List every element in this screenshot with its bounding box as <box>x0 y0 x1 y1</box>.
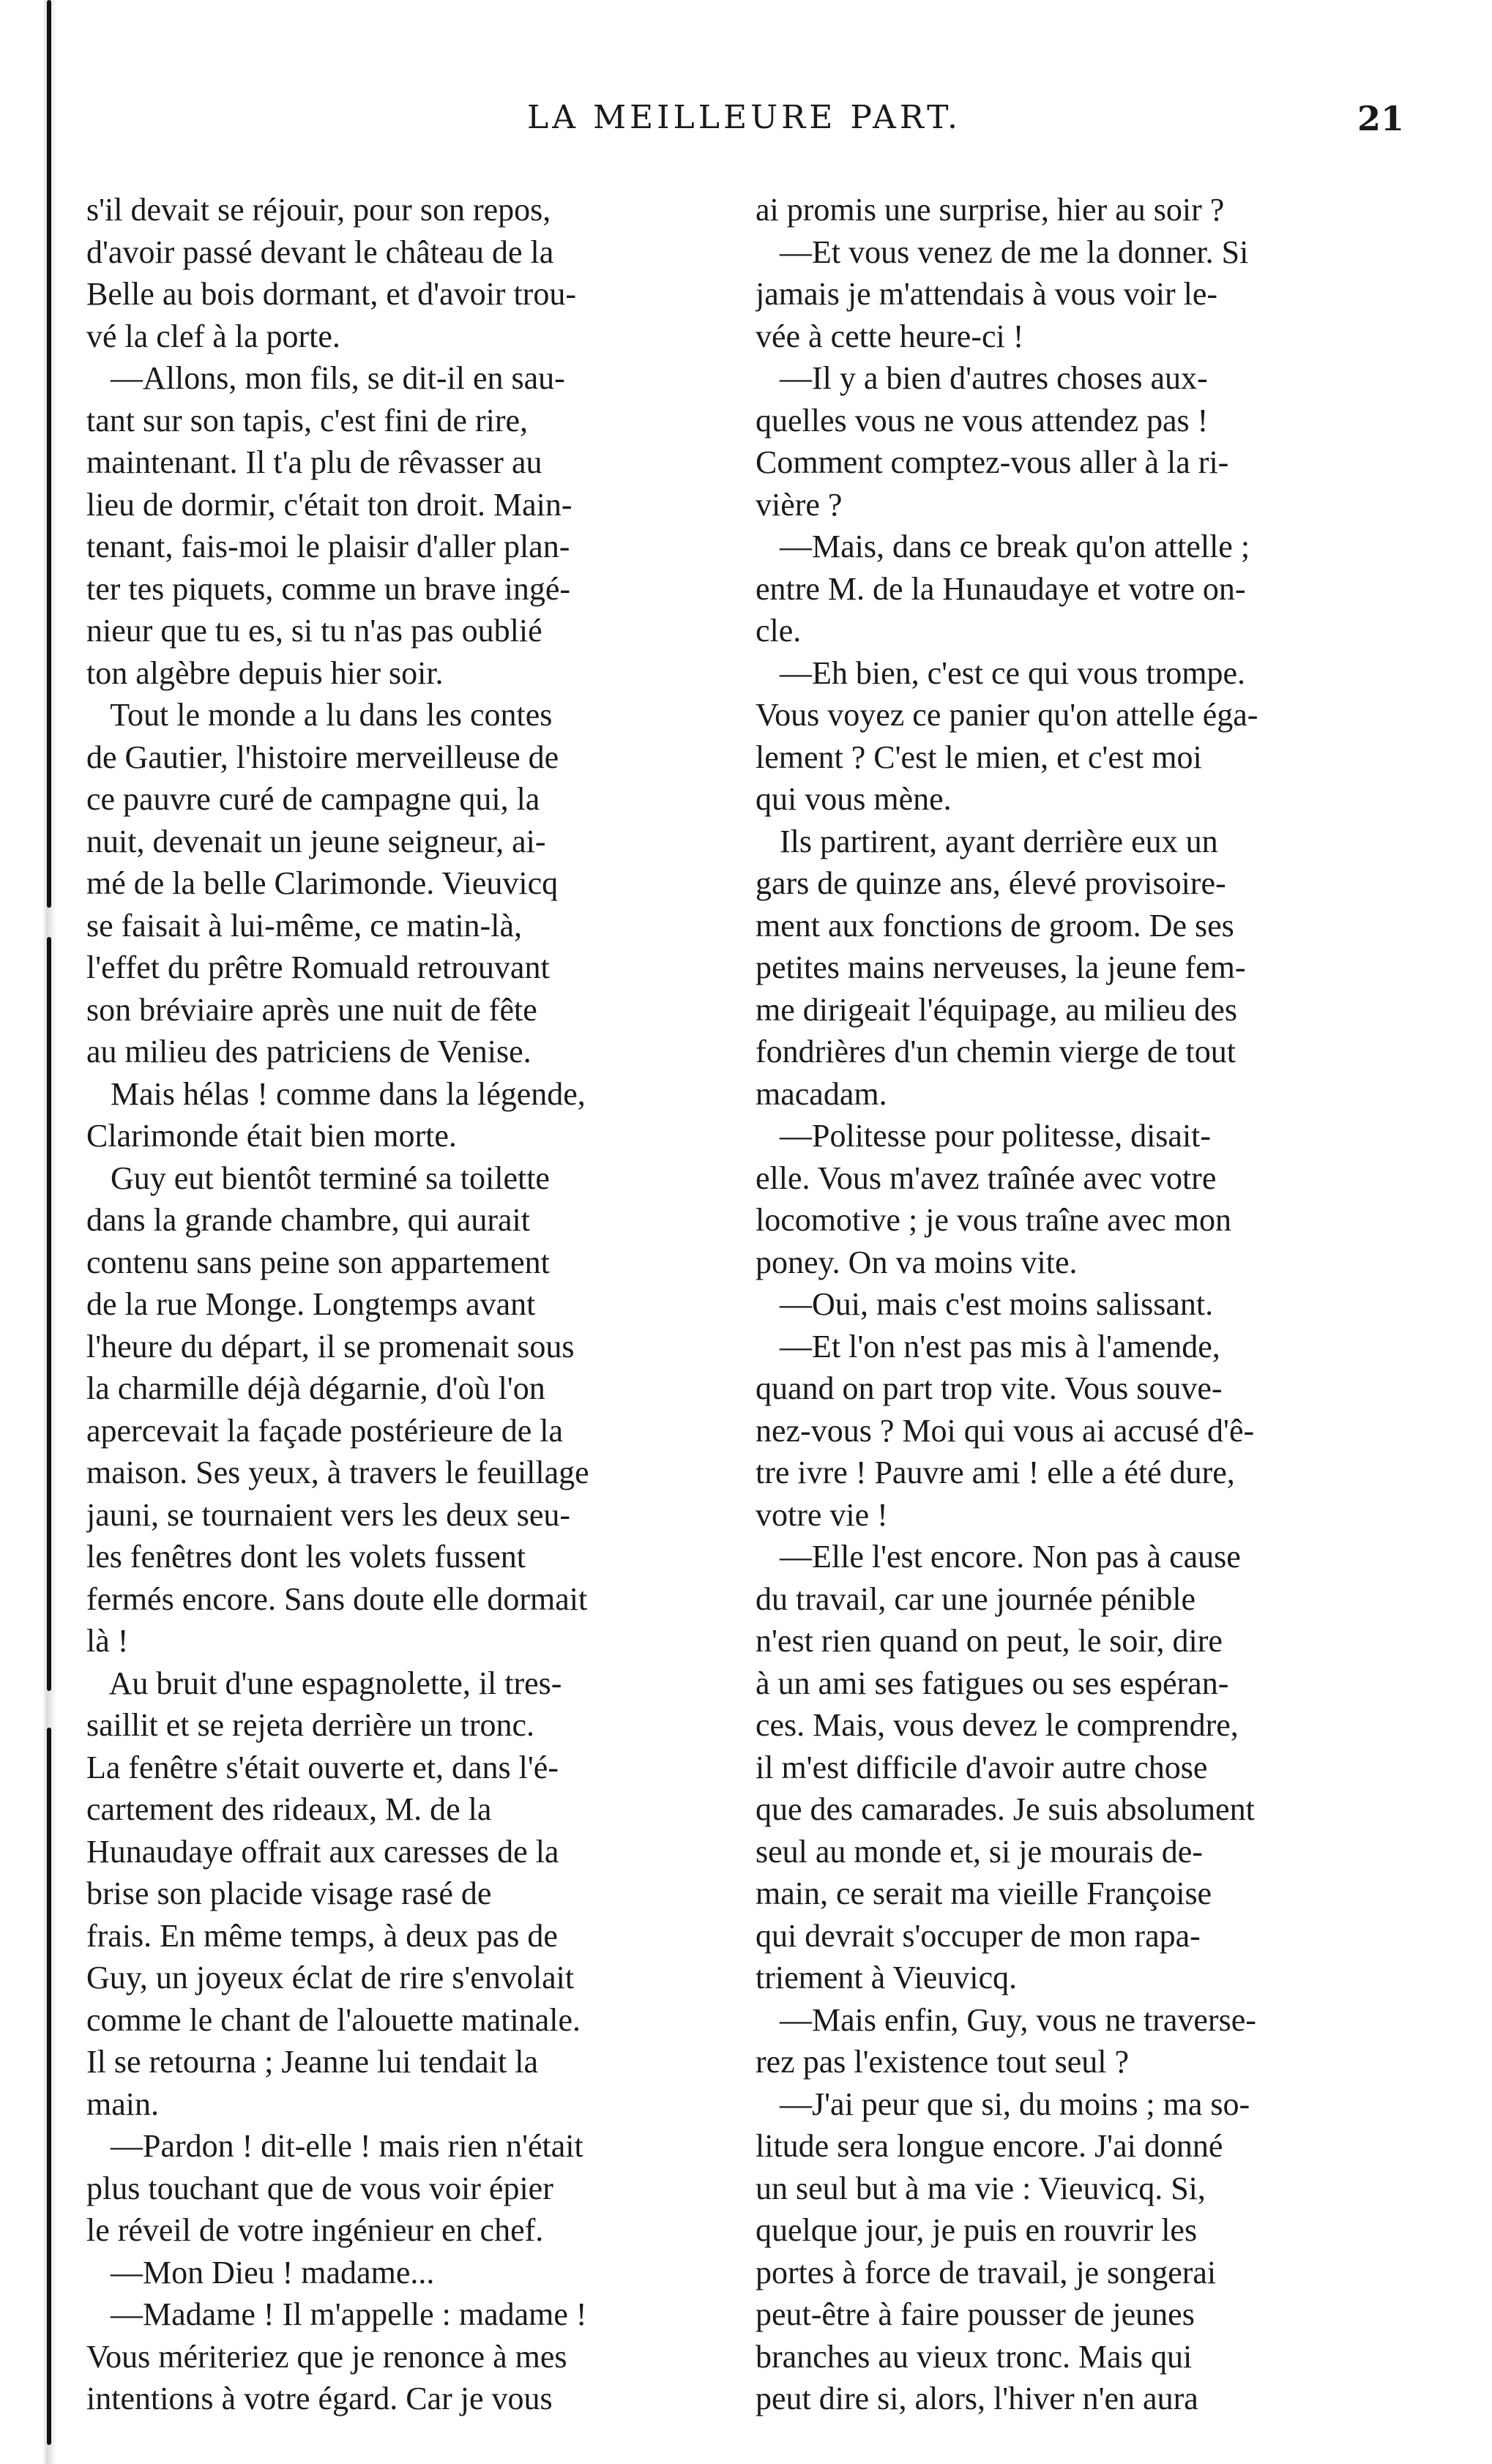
text-line: vière ? <box>756 486 843 523</box>
text-line: Guy eut bientôt terminé sa toilette <box>86 1160 550 1196</box>
text-line: quelque jour, je puis en rouvrir les <box>756 2212 1198 2248</box>
text-line: —Pardon ! dit-elle ! mais rien n'était <box>86 2128 583 2164</box>
text-line: tant sur son tapis, c'est fini de rire, <box>86 402 529 438</box>
text-line: un seul but à ma vie : Vieuvicq. Si, <box>756 2170 1206 2206</box>
text-line: intentions à votre égard. Car je vous <box>86 2381 553 2416</box>
text-line: mé de la belle Clarimonde. Vieuvicq <box>86 865 559 901</box>
text-line: ce pauvre curé de campagne qui, la <box>86 781 540 817</box>
text-line: branches au vieux tronc. Mais qui <box>756 2338 1193 2375</box>
text-line: —Mais, dans ce break qu'on attelle ; <box>756 529 1250 564</box>
text-line: de la rue Monge. Longtemps avant <box>86 1286 536 1322</box>
text-line: brise son placide visage rasé de <box>86 1875 492 1911</box>
text-line: les fenêtres dont les volets fussent <box>86 1539 526 1575</box>
text-line: au milieu des patriciens de Venise. <box>86 1034 531 1069</box>
text-line: petites mains nerveuses, la jeune fem- <box>756 949 1246 985</box>
text-line: ter tes piquets, comme un brave ingé- <box>86 570 571 607</box>
text-line: à un ami ses fatigues ou ses espéran- <box>756 1665 1229 1701</box>
text-line: cle. <box>756 613 802 649</box>
text-line: elle. Vous m'avez traînée avec votre <box>756 1160 1217 1196</box>
text-line: saillit et se rejeta derrière un tronc. <box>86 1707 535 1743</box>
text-line: ces. Mais, vous devez le comprendre, <box>756 1707 1239 1743</box>
text-line: qui devrait s'occuper de mon rapa- <box>756 1917 1201 1954</box>
text-line: portes à force de travail, je songerai <box>756 2254 1217 2291</box>
text-line: triement à Vieuvicq. <box>756 1960 1017 1996</box>
text-line: le réveil de votre ingénieur en chef. <box>86 2212 544 2248</box>
text-line: litude sera longue encore. J'ai donné <box>756 2128 1223 2164</box>
text-line: Vous mériteriez que je renonce à mes <box>86 2338 567 2375</box>
text-line: seul au monde et, si je mourais de- <box>756 1833 1203 1870</box>
text-line: —Madame ! Il m'appelle : madame ! <box>86 2296 587 2332</box>
text-line: —Mon Dieu ! madame... <box>86 2254 435 2291</box>
text-line: —Oui, mais c'est moins salissant. <box>756 1286 1214 1322</box>
text-line: —Et vous venez de me la donner. Si <box>756 234 1249 270</box>
text-line: gars de quinze ans, élevé provisoire- <box>756 865 1226 901</box>
text-line: Clarimonde était bien morte. <box>86 1118 457 1154</box>
text-line: fondrières d'un chemin vierge de tout <box>756 1034 1236 1069</box>
text-line: Comment comptez-vous aller à la ri- <box>756 444 1229 480</box>
text-line: Ils partirent, ayant derrière eux un <box>756 823 1218 859</box>
text-line: nuit, devenait un jeune seigneur, ai- <box>86 823 546 859</box>
text-line: —Eh bien, c'est ce qui vous trompe. <box>756 654 1246 691</box>
text-line: —Politesse pour politesse, disait- <box>756 1118 1212 1154</box>
text-line: là ! <box>86 1623 129 1659</box>
text-line: poney. On va moins vite. <box>756 1244 1078 1280</box>
text-line: apercevait la façade postérieure de la <box>86 1412 564 1449</box>
text-line: du travail, car une journée pénible <box>756 1580 1196 1617</box>
text-line: main. <box>86 2086 159 2122</box>
text-line: me dirigeait l'équipage, au milieu des <box>756 991 1237 1028</box>
text-line: Vous voyez ce panier qu'on attelle éga- <box>756 697 1258 733</box>
text-line: Hunaudaye offrait aux caresses de la <box>86 1833 559 1870</box>
text-line: jamais je m'attendais à vous voir le- <box>756 276 1218 312</box>
text-line: —Et l'on n'est pas mis à l'amende, <box>756 1328 1220 1364</box>
text-line: quelles vous ne vous attendez pas ! <box>756 402 1209 438</box>
text-line: vé la clef à la porte. <box>86 318 340 354</box>
text-line: —Il y a bien d'autres choses aux- <box>756 360 1208 396</box>
text-column-right <box>756 189 1385 2420</box>
text-line: Mais hélas ! comme dans la légende, <box>86 1075 586 1112</box>
text-line: La fenêtre s'était ouverte et, dans l'é- <box>86 1749 559 1785</box>
text-line: il m'est difficile d'avoir autre chose <box>756 1749 1208 1785</box>
text-line: comme le chant de l'alouette matinale. <box>86 2001 581 2038</box>
text-line: ton algèbre depuis hier soir. <box>86 654 444 691</box>
text-line: —Allons, mon fils, se dit-il en sau- <box>86 360 565 396</box>
text-line: l'heure du départ, il se promenait sous <box>86 1328 575 1364</box>
text-line: peut-être à faire pousser de jeunes <box>756 2296 1195 2332</box>
text-line: s'il devait se réjouir, pour son repos, <box>86 192 551 228</box>
text-line: de Gautier, l'histoire merveilleuse de <box>86 739 559 775</box>
text-line: lieu de dormir, c'était ton droit. Main- <box>86 486 572 523</box>
text-line: Au bruit d'une espagnolette, il tres- <box>86 1665 562 1701</box>
text-line: Il se retourna ; Jeanne lui tendait la <box>86 2044 538 2080</box>
text-line: contenu sans peine son appartement <box>86 1244 550 1280</box>
text-line: maison. Ses yeux, à travers le feuillage <box>86 1455 589 1490</box>
text-line: rez pas l'existence tout seul ? <box>756 2044 1130 2080</box>
text-line: qui vous mène. <box>756 781 952 817</box>
text-line: lement ? C'est le mien, et c'est moi <box>756 739 1202 775</box>
text-line: ment aux fonctions de groom. De ses <box>756 907 1234 944</box>
text-line: locomotive ; je vous traîne avec mon <box>756 1202 1232 1238</box>
text-line: que des camarades. Je suis absolument <box>756 1791 1255 1827</box>
text-line: quand on part trop vite. Vous souve- <box>756 1370 1223 1406</box>
text-line: tre ivre ! Pauvre ami ! elle a été dure, <box>756 1455 1235 1490</box>
text-line: nieur que tu es, si tu n'as pas oublié <box>86 613 542 649</box>
text-column-left <box>86 189 716 2420</box>
text-line: main, ce serait ma vieille Françoise <box>756 1875 1212 1911</box>
text-line: —J'ai peur que si, du moins ; ma so- <box>756 2086 1250 2122</box>
text-line: Belle au bois dormant, et d'avoir trou- <box>86 276 576 312</box>
text-line: l'effet du prêtre Romuald retrouvant <box>86 949 550 985</box>
text-line: n'est rien quand on peut, le soir, dire <box>756 1623 1223 1659</box>
text-line: Guy, un joyeux éclat de rire s'envolait <box>86 1960 575 1996</box>
text-line: vée à cette heure-ci ! <box>756 318 1024 354</box>
text-line: jauni, se tournaient vers les deux seu- <box>86 1496 571 1533</box>
gutter-rule <box>47 937 51 1691</box>
text-line: —Mais enfin, Guy, vous ne traverse- <box>756 2001 1256 2038</box>
text-line: tenant, fais-moi le plaisir d'aller plan- <box>86 529 570 564</box>
text-line: —Elle l'est encore. Non pas à cause <box>756 1539 1241 1575</box>
text-line: plus touchant que de vous voir épier <box>86 2170 553 2206</box>
text-line: maintenant. Il t'a plu de rêvasser au <box>86 444 542 480</box>
text-line: peut dire si, alors, l'hiver n'en aura <box>756 2381 1198 2416</box>
text-line: dans la grande chambre, qui aurait <box>86 1202 530 1238</box>
page-number: 21 <box>1357 99 1404 138</box>
text-line: son bréviaire après une nuit de fête <box>86 991 537 1028</box>
text-line: d'avoir passé devant le château de la <box>86 234 554 270</box>
page-header <box>0 99 1492 150</box>
text-line: Tout le monde a lu dans les contes <box>86 697 553 733</box>
text-line: la charmille déjà dégarnie, d'où l'on <box>86 1370 545 1406</box>
text-line: entre M. de la Hunaudaye et votre on- <box>756 570 1246 607</box>
running-title: LA MEILLEURE PART. <box>527 99 961 136</box>
gutter-rule <box>47 1728 51 2445</box>
text-line: nez-vous ? Moi qui vous ai accusé d'ê- <box>756 1412 1255 1449</box>
text-line: ai promis une surprise, hier au soir ? <box>756 192 1225 228</box>
text-line: se faisait à lui-même, ce matin-là, <box>86 907 522 944</box>
text-line: macadam. <box>756 1075 887 1112</box>
text-line: fermés encore. Sans doute elle dormait <box>86 1580 588 1617</box>
text-line: frais. En même temps, à deux pas de <box>86 1917 558 1954</box>
text-line: cartement des rideaux, M. de la <box>86 1791 492 1827</box>
text-line: votre vie ! <box>756 1496 888 1533</box>
